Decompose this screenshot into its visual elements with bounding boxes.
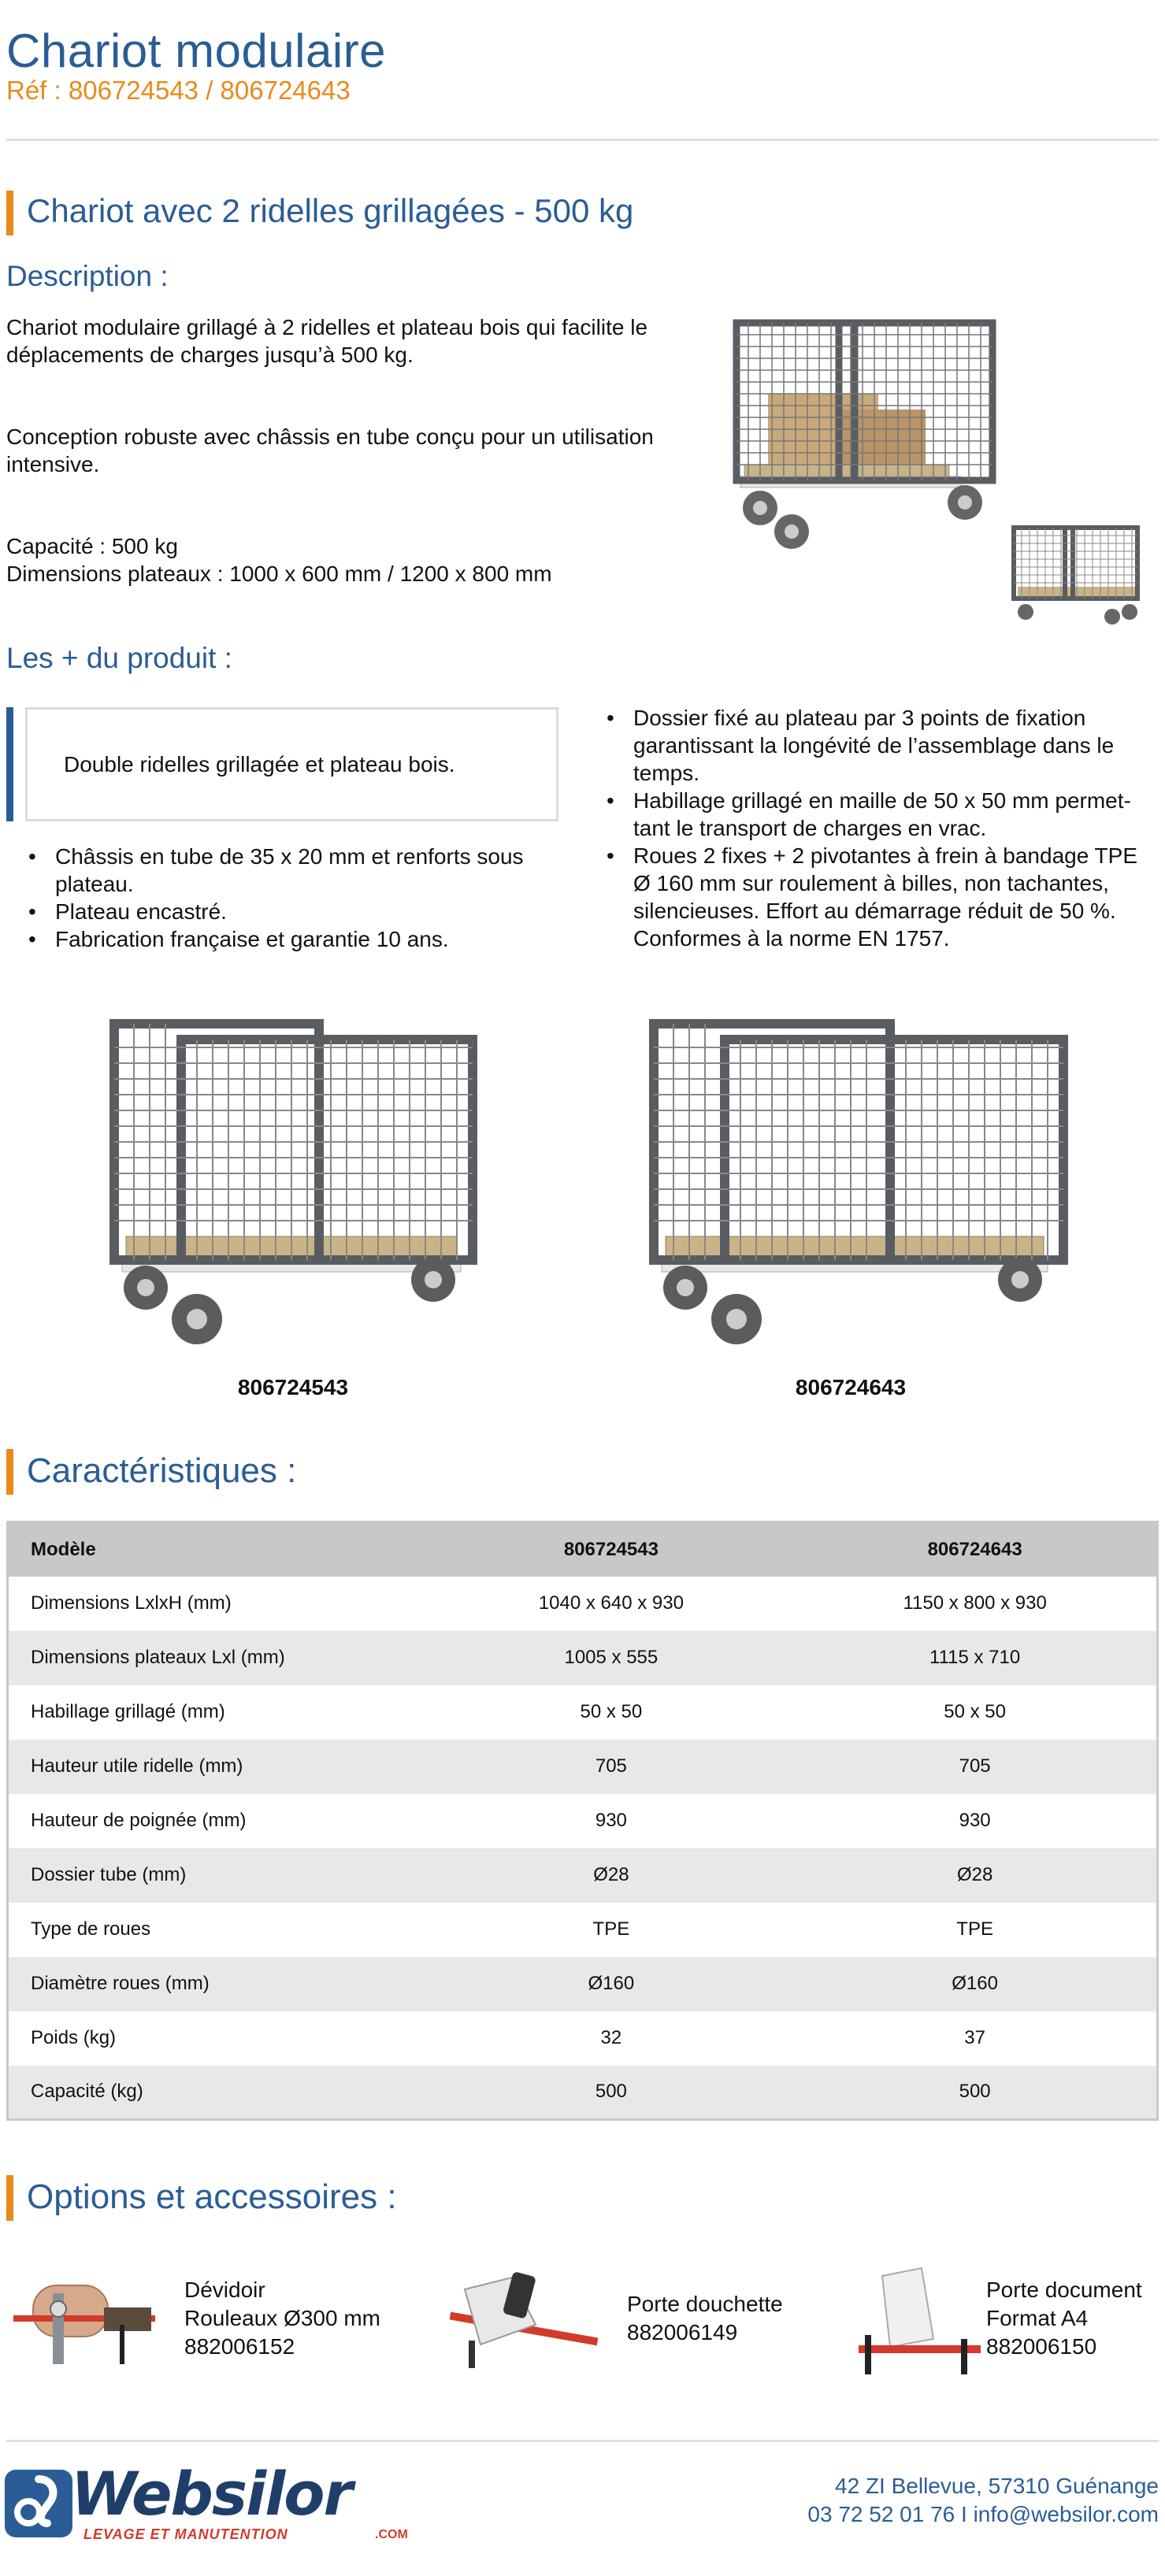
highlight-box	[25, 707, 558, 821]
list-item: • Plateau encastré.	[25, 898, 561, 925]
table-cell: Hauteur utile ridelle (mm)	[31, 1755, 243, 1777]
company-phone-email: 03 72 52 01 76 I info@websilor.com	[807, 2502, 1159, 2526]
table-cell: Dimensions LxlxH (mm)	[31, 1592, 232, 1614]
company-address: 42 ZI Bellevue, 57310 Guénange	[835, 2474, 1159, 2498]
table-cell: 500	[959, 2081, 991, 2103]
table-cell: Ø28	[956, 1864, 993, 1885]
table-cell: Habillage grillagé (mm)	[31, 1701, 225, 1722]
footer-contact	[807, 2472, 1159, 2529]
accessory-name: Porte document	[986, 2278, 1142, 2302]
websilor-logo	[5, 2459, 430, 2544]
highlight-text: Double ridelles grillagée et plateau bois.	[64, 752, 455, 777]
table-cell: TPE	[592, 1918, 630, 1940]
table-cell: 1115 x 710	[929, 1647, 1021, 1668]
accessory-ref: 882006150	[986, 2334, 1097, 2359]
list-item: • Châssis en tube de 35 x 20 mm et renforts sous plateau.	[25, 843, 561, 898]
description-paragraph-2: Conception robuste avec châssis en tube conçu pour un utilisation intensive.	[6, 424, 654, 476]
variant-image-2	[642, 1016, 1083, 1355]
table-cell: Type de roues	[31, 1918, 151, 1940]
table-row	[8, 1903, 1158, 1957]
accessory-name: Porte douchette	[627, 2292, 783, 2316]
accessory-ref: 882006149	[627, 2320, 738, 2344]
table-cell: Diamètre roues (mm)	[31, 1973, 210, 1994]
divider	[6, 139, 1159, 141]
logo-wordmark: Websilor	[71, 2459, 351, 2529]
accessory-name: Dévidoir	[184, 2278, 265, 2302]
section-accent-bar	[6, 2175, 13, 2221]
table-cell: 50 x 50	[944, 1701, 1006, 1722]
table-cell: 32	[600, 2027, 622, 2048]
column-header: Modèle	[31, 1538, 96, 1560]
highlight-accent-bar	[6, 707, 13, 821]
column-header: 806724543	[563, 1538, 659, 1560]
accessory-item-1	[184, 2276, 380, 2361]
description-paragraph-1: Chariot modulaire grillagé à 2 ridelles et plateau bois qui facilite le déplacements de charges jusqu’à 500 kg.	[6, 315, 648, 367]
table-row	[8, 1740, 1158, 1794]
accessory-ref: 882006152	[184, 2334, 295, 2359]
table-cell: Ø160	[952, 1973, 998, 1994]
hook-icon	[5, 2465, 72, 2541]
table-row	[8, 1685, 1158, 1740]
table-row	[8, 1577, 1158, 1631]
table-cell: 930	[595, 1810, 627, 1831]
product-reference: Réf : 806724543 / 806724643	[6, 76, 351, 105]
table-cell: 930	[959, 1810, 991, 1831]
capacity-text: Capacité : 500 kg	[6, 534, 178, 558]
table-cell: 37	[964, 2027, 985, 2048]
table-cell: 705	[959, 1755, 991, 1777]
table-cell: Ø28	[593, 1864, 629, 1885]
list-item: • Roues 2 fixes + 2 pivotantes à frein à bandage TPE Ø 160 mm sur roulement à billes, non tachantes, silencieuses. Effort au démarrage réduit de 50 %. Conformes à la norme EN 1757.	[603, 842, 1155, 952]
table-cell: 705	[595, 1755, 627, 1777]
accessory-detail: Rouleaux Ø300 mm	[184, 2306, 381, 2330]
accessory-detail: Format A4	[986, 2306, 1089, 2330]
column-header: 806724643	[927, 1538, 1022, 1560]
roll-dispenser-image	[9, 2262, 159, 2372]
product-heading: Chariot avec 2 ridelles grillagées - 500 kg	[27, 192, 634, 229]
logo-domain-suffix: .COM	[375, 2528, 408, 2541]
right-feature-list	[603, 704, 1155, 952]
left-feature-list	[25, 843, 561, 953]
table-header-row	[8, 1522, 1158, 1577]
specs-table	[6, 1521, 1159, 2121]
list-item: • Fabrication française et garantie 10 ans.	[25, 925, 561, 953]
scanner-holder-image	[449, 2262, 607, 2372]
table-cell: 50 x 50	[580, 1701, 643, 1722]
list-item: • Dossier fixé au plateau par 3 points de fixation garantissant la longévité de l’assemblage dans le temps.	[603, 704, 1155, 787]
plus-title: Les + du produit :	[6, 642, 232, 674]
accessory-item-2	[627, 2290, 783, 2347]
footer-divider	[6, 2440, 1159, 2442]
variant-label-1: 806724543	[237, 1375, 349, 1399]
table-row	[8, 1957, 1158, 2011]
table-row	[8, 1631, 1158, 1685]
document-holder-image	[843, 2260, 985, 2378]
accessory-item-3	[986, 2276, 1142, 2361]
section-accent-bar	[6, 1449, 13, 1495]
table-cell: TPE	[956, 1918, 993, 1940]
list-item: • Habillage grillagé en maille de 50 x 50 mm permet-tant le transport de charges en vrac.	[603, 787, 1155, 842]
logo-tagline: LEVAGE ET MANUTENTION	[83, 2526, 288, 2542]
table-cell: 1005 x 555	[564, 1647, 659, 1668]
table-cell: 1150 x 800 x 930	[903, 1592, 1047, 1614]
table-cell: Capacité (kg)	[31, 2081, 143, 2103]
variant-image-1	[102, 1016, 496, 1355]
table-row	[8, 2066, 1158, 2120]
table-cell: Dossier tube (mm)	[31, 1864, 187, 1885]
table-cell: Ø160	[588, 1973, 635, 1994]
table-cell: Poids (kg)	[31, 2027, 117, 2048]
section-accent-bar	[6, 191, 13, 235]
dimensions-text: Dimensions plateaux : 1000 x 600 mm / 1200 x 800 mm	[6, 562, 552, 586]
description-title: Description :	[6, 260, 169, 292]
cart-small-image	[1010, 524, 1144, 642]
variant-label-2: 806724643	[795, 1375, 907, 1399]
table-row	[8, 1794, 1158, 1848]
table-cell: 1040 x 640 x 930	[538, 1592, 684, 1614]
table-cell: 500	[595, 2081, 627, 2103]
table-cell: Hauteur de poignée (mm)	[31, 1810, 247, 1831]
accessories-title: Options et accessoires :	[27, 2178, 397, 2216]
table-cell: Dimensions plateaux Lxl (mm)	[31, 1647, 285, 1668]
page-title: Chariot modulaire	[6, 24, 387, 77]
specs-title: Caractéristiques :	[27, 1451, 297, 1490]
cart-main-image	[729, 315, 1004, 559]
table-row	[8, 1848, 1158, 1903]
table-row	[8, 2011, 1158, 2066]
